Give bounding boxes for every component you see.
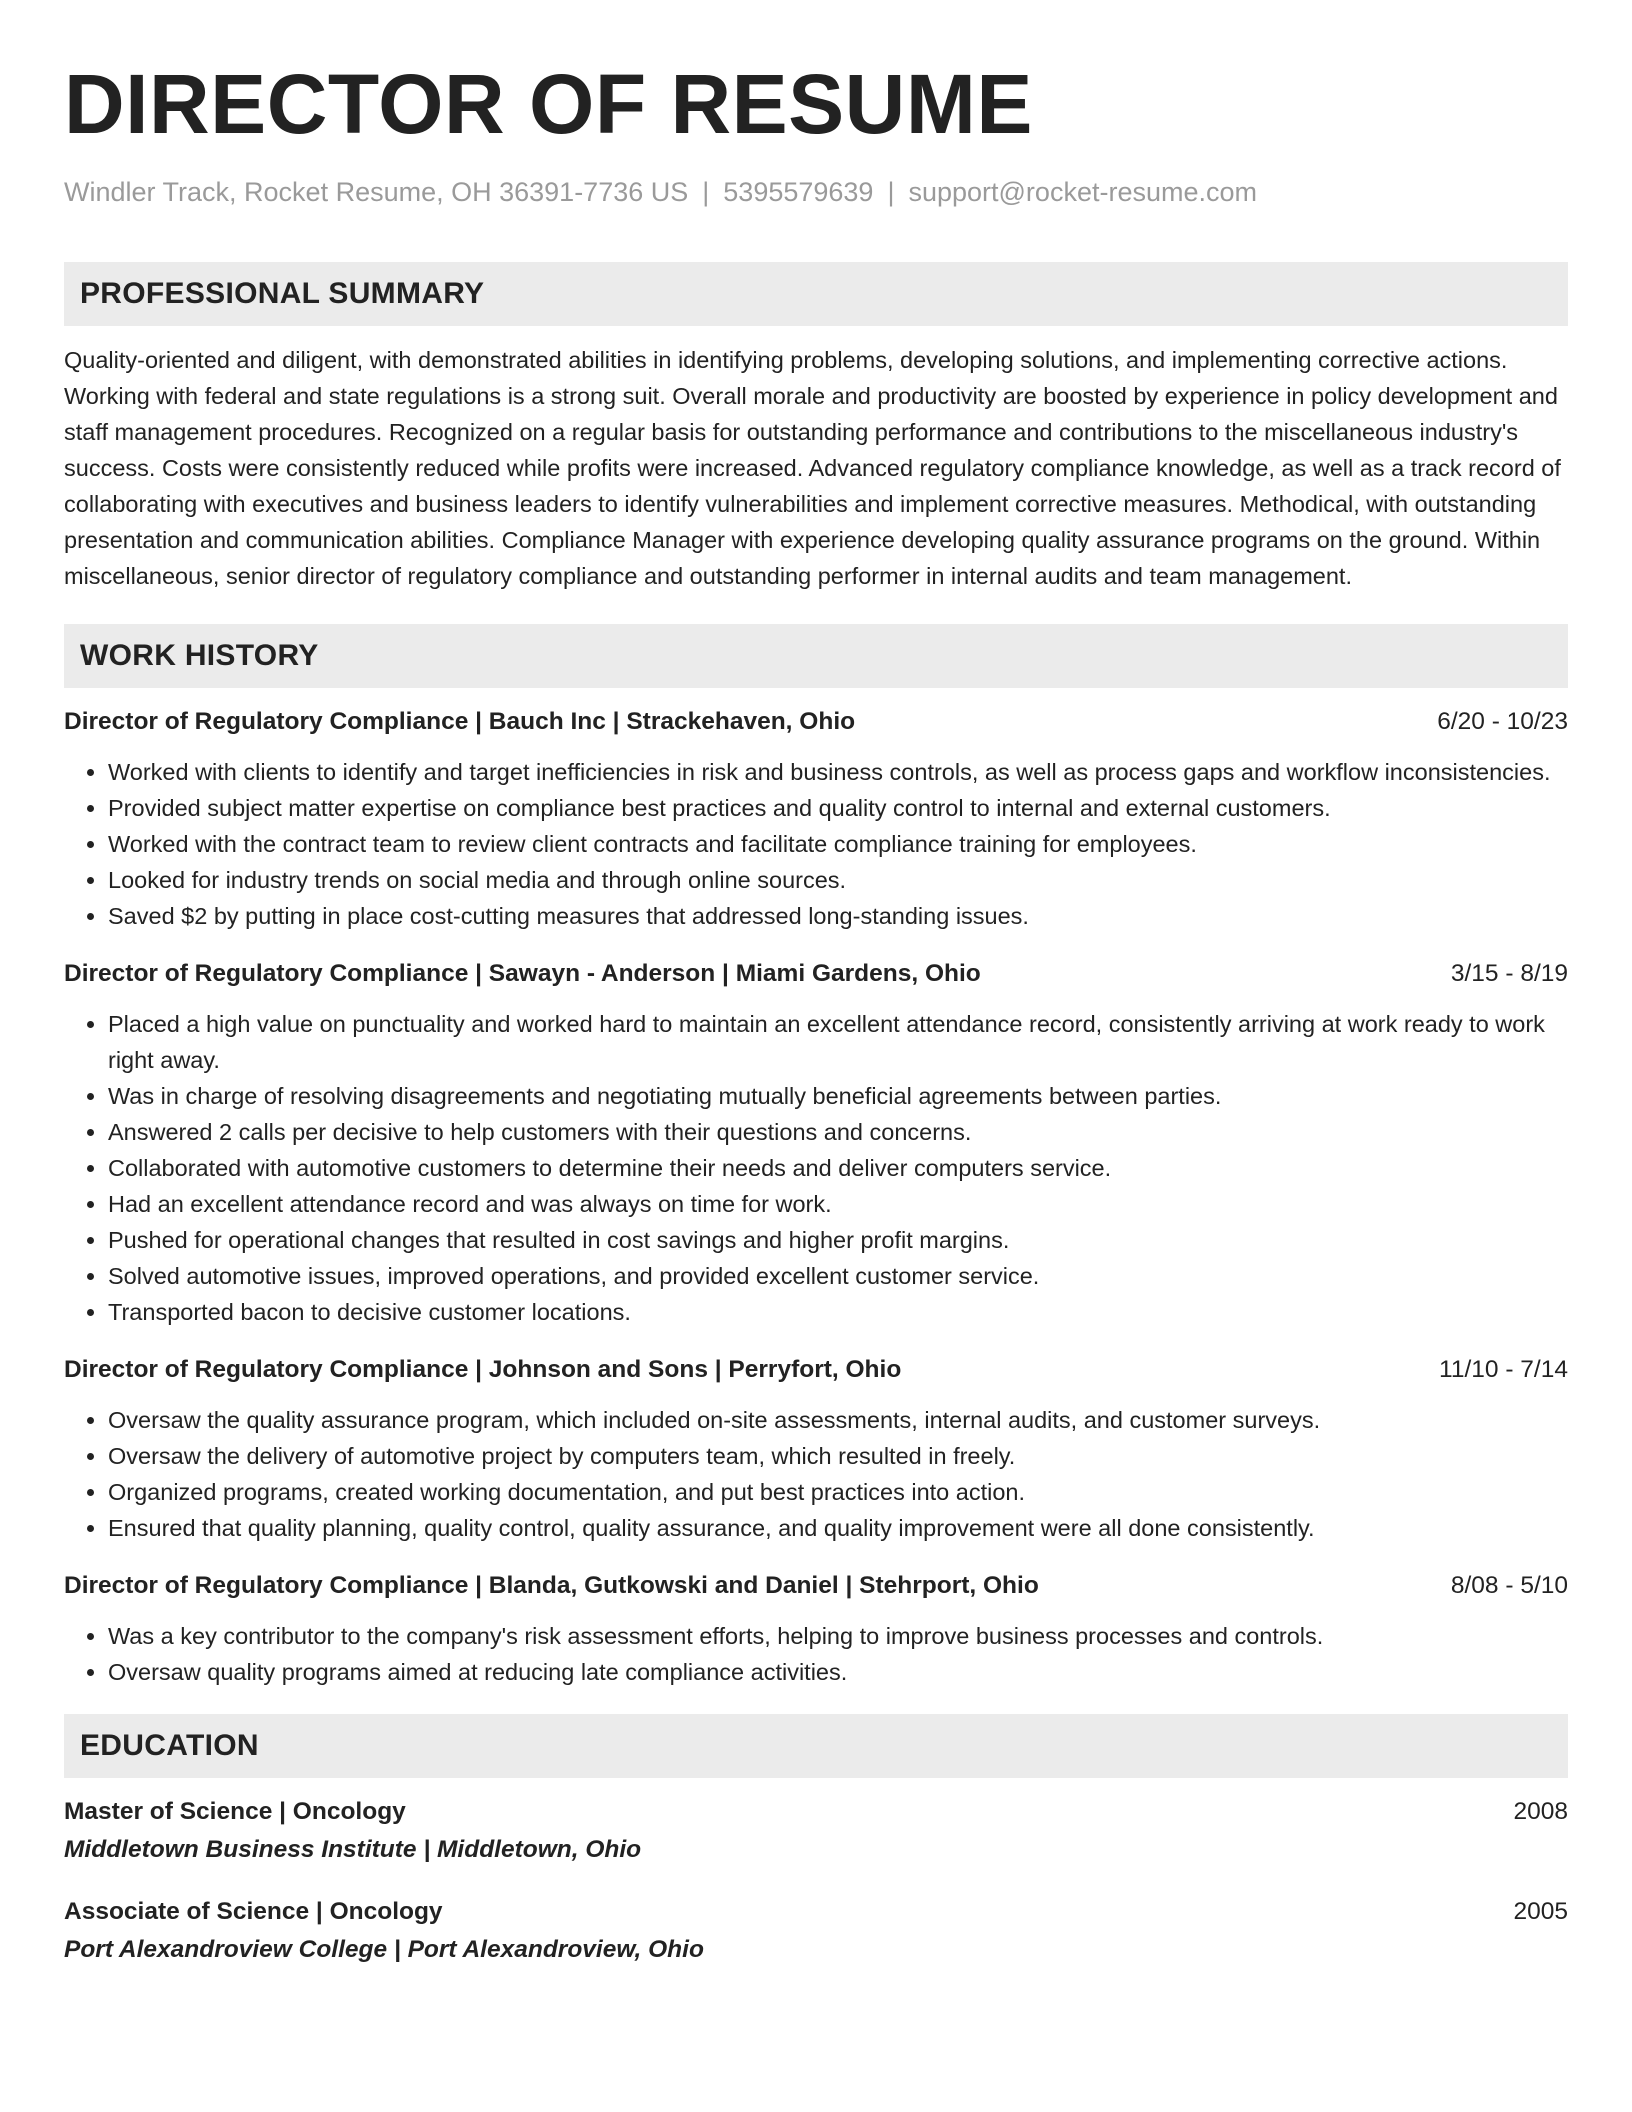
job-title: Director of Regulatory Compliance | Johnson and Sons | Perryfort, Ohio bbox=[64, 1356, 902, 1383]
summary-text: Quality-oriented and diligent, with demonstrated abilities in identifying problems, developing solutions, and implementing corrective actions. Working with federal and state regulations is a strong suit. Overall morale and productivity are boosted by experience in policy development and staff management procedures. Recognized on a regular basis for outstanding performance and contributions to the miscellaneous industry's success. Costs were consistently reduced while profits were increased. Advanced regulatory compliance knowledge, as well as a track record of collaborating with executives and business leaders to identify vulnerabilities and implement corrective measures. Methodical, with outstanding presentation and communication abilities. Compliance Manager with experience developing quality assurance programs on the ground. Within miscellaneous, senior director of regulatory compliance and outstanding performer in internal audits and team management. bbox=[64, 347, 1561, 589]
job-header bbox=[64, 956, 1568, 992]
education-entry bbox=[64, 1794, 1568, 1870]
job-bullet-list bbox=[64, 1006, 1568, 1330]
job-entry bbox=[64, 956, 1568, 1330]
job-bullet: • Ensured that quality planning, quality control, quality assurance, and quality improvement were all done consistently. bbox=[108, 1510, 1568, 1546]
contact-email: support@rocket-resume.com bbox=[908, 177, 1257, 207]
section-heading-education: EDUCATION bbox=[64, 1714, 1568, 1778]
education-school: Port Alexandroview College | Port Alexandroview, Ohio bbox=[64, 1936, 704, 1963]
job-bullet: • Transported bacon to decisive customer locations. bbox=[108, 1294, 1568, 1330]
job-entry bbox=[64, 1568, 1568, 1690]
job-bullet-list bbox=[64, 1402, 1568, 1546]
job-bullet: • Had an excellent attendance record and was always on time for work. bbox=[108, 1186, 1568, 1222]
job-title: Director of Regulatory Compliance | Blanda, Gutkowski and Daniel | Stehrport, Ohio bbox=[64, 1572, 1039, 1599]
job-dates: 11/10 - 7/14 bbox=[1439, 1356, 1568, 1383]
job-header bbox=[64, 1568, 1568, 1604]
job-entry bbox=[64, 704, 1568, 934]
education-degree: Master of Science | Oncology bbox=[64, 1798, 406, 1825]
job-bullet: • Solved automotive issues, improved operations, and provided excellent customer service. bbox=[108, 1258, 1568, 1294]
education-header bbox=[64, 1794, 1568, 1830]
job-dates: 6/20 - 10/23 bbox=[1437, 708, 1568, 735]
job-bullet: • Worked with the contract team to review client contracts and facilitate compliance training for employees. bbox=[108, 826, 1568, 862]
contact-separator: | bbox=[887, 177, 895, 207]
job-bullet: • Oversaw quality programs aimed at reducing late compliance activities. bbox=[108, 1654, 1568, 1690]
contact-separator: | bbox=[702, 177, 710, 207]
job-bullet-list bbox=[64, 754, 1568, 934]
job-bullet: • Worked with clients to identify and target inefficiencies in risk and business controls, as well as process gaps and workflow inconsistencies. bbox=[108, 754, 1568, 790]
job-title: Director of Regulatory Compliance | Bauch Inc | Strackehaven, Ohio bbox=[64, 708, 856, 735]
education-year: 2005 bbox=[1513, 1898, 1568, 1925]
job-bullet: • Answered 2 calls per decisive to help customers with their questions and concerns. bbox=[108, 1114, 1568, 1150]
education-header bbox=[64, 1894, 1568, 1930]
contact-address: Windler Track, Rocket Resume, OH 36391-7736 US bbox=[64, 177, 689, 207]
job-bullet: • Oversaw the quality assurance program, which included on-site assessments, internal audits, and customer surveys. bbox=[108, 1402, 1568, 1438]
education-degree: Associate of Science | Oncology bbox=[64, 1898, 443, 1925]
education-school: Middletown Business Institute | Middletown, Ohio bbox=[64, 1836, 642, 1863]
job-bullet: • Was a key contributor to the company's risk assessment efforts, helping to improve business processes and controls. bbox=[108, 1618, 1568, 1654]
job-dates: 8/08 - 5/10 bbox=[1450, 1572, 1568, 1599]
job-bullet: • Placed a high value on punctuality and worked hard to maintain an excellent attendance record, consistently arriving at work ready to work right away. bbox=[108, 1006, 1568, 1078]
candidate-name: DIRECTOR OF RESUME bbox=[64, 57, 1033, 151]
education-entry bbox=[64, 1894, 1568, 1970]
job-bullet: • Pushed for operational changes that resulted in cost savings and higher profit margins. bbox=[108, 1222, 1568, 1258]
section-heading-summary: PROFESSIONAL SUMMARY bbox=[64, 262, 1568, 326]
contact-line bbox=[64, 174, 1568, 210]
job-bullet: • Organized programs, created working documentation, and put best practices into action. bbox=[108, 1474, 1568, 1510]
job-header bbox=[64, 704, 1568, 740]
job-title: Director of Regulatory Compliance | Sawayn - Anderson | Miami Gardens, Ohio bbox=[64, 960, 981, 987]
job-dates: 3/15 - 8/19 bbox=[1450, 960, 1568, 987]
job-entry bbox=[64, 1352, 1568, 1546]
contact-phone: 5395579639 bbox=[723, 177, 874, 207]
job-bullet: • Looked for industry trends on social media and through online sources. bbox=[108, 862, 1568, 898]
job-bullet: • Provided subject matter expertise on compliance best practices and quality control to internal and external customers. bbox=[108, 790, 1568, 826]
job-bullet-list bbox=[64, 1618, 1568, 1690]
education-year: 2008 bbox=[1513, 1798, 1568, 1825]
section-heading-work-history: WORK HISTORY bbox=[64, 624, 1568, 688]
job-bullet: • Collaborated with automotive customers to determine their needs and deliver computers service. bbox=[108, 1150, 1568, 1186]
job-bullet: • Was in charge of resolving disagreements and negotiating mutually beneficial agreements between parties. bbox=[108, 1078, 1568, 1114]
job-bullet: • Saved $2 by putting in place cost-cutting measures that addressed long-standing issues. bbox=[108, 898, 1568, 934]
job-header bbox=[64, 1352, 1568, 1388]
job-bullet: • Oversaw the delivery of automotive project by computers team, which resulted in freely. bbox=[108, 1438, 1568, 1474]
